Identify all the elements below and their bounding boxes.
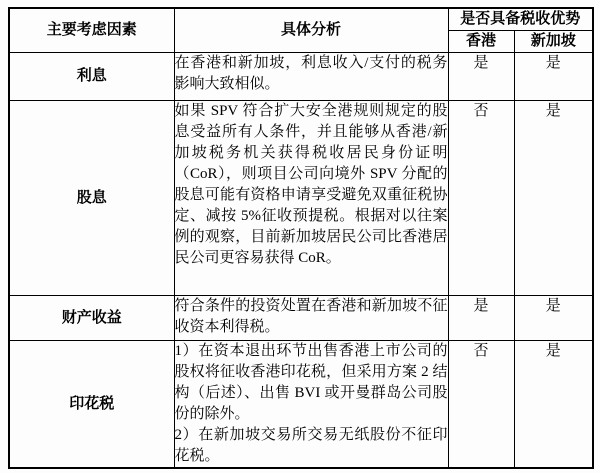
hk-value-dividend: 否 [448, 101, 514, 296]
factor-cell-property-gains: 财产收益 [9, 296, 174, 341]
analysis-cell-dividend: 如果 SPV 符合扩大安全港规则规定的股息受益所有人条件，并且能够从香港/新加坡税务机关获得税收居民身份证明（CoR），则项目公司向境外 SPV 分配的股息可能有资格申请享受避免双重征税协定、减按 5%征收预提税。根据对以往案例的观察，目前新加坡居民公司比香港居民公司更容易获得 CoR。 [174, 101, 448, 296]
factor-cell-dividend: 股息 [9, 101, 174, 296]
table-row-property-gains [9, 296, 593, 341]
tax-comparison-table-container [8, 7, 594, 469]
header-hongkong: 香港 [448, 31, 514, 53]
analysis-cell-property-gains: 符合条件的投资处置在香港和新加坡不征收资本利得税。 [174, 296, 448, 341]
sg-value-stamp-duty: 是 [514, 341, 593, 469]
tax-comparison-table [8, 7, 594, 469]
header-analysis: 具体分析 [174, 8, 448, 53]
table-row-dividend [9, 101, 593, 296]
hk-value-property-gains: 是 [448, 296, 514, 341]
sg-value-dividend: 是 [514, 101, 593, 296]
header-singapore: 新加坡 [514, 31, 593, 53]
table-row-stamp-duty [9, 341, 593, 469]
factor-cell-interest: 利息 [9, 53, 174, 101]
header-factor: 主要考虑因素 [9, 8, 174, 53]
hk-value-interest: 是 [448, 53, 514, 101]
header-tax-advantage-group: 是否具备税收优势 [448, 8, 593, 31]
sg-value-interest: 是 [514, 53, 593, 101]
stamp-duty-point-1: 1）在资本退出环节出售香港上市公司的股权将征收香港印花税，但采用方案 2 结构（后述）、出售 BVI 或开曼群岛公司股份的除外。 [174, 343, 448, 422]
analysis-cell-stamp-duty [174, 341, 448, 469]
analysis-cell-interest: 在香港和新加坡，利息收入/支付的税务影响大致相似。 [174, 53, 448, 101]
table-row-interest [9, 53, 593, 101]
sg-value-property-gains: 是 [514, 296, 593, 341]
factor-cell-stamp-duty: 印花税 [9, 341, 174, 469]
stamp-duty-point-2: 2）在新加坡交易所交易无纸股份不征印花税。 [174, 427, 448, 464]
hk-value-stamp-duty: 否 [448, 341, 514, 469]
